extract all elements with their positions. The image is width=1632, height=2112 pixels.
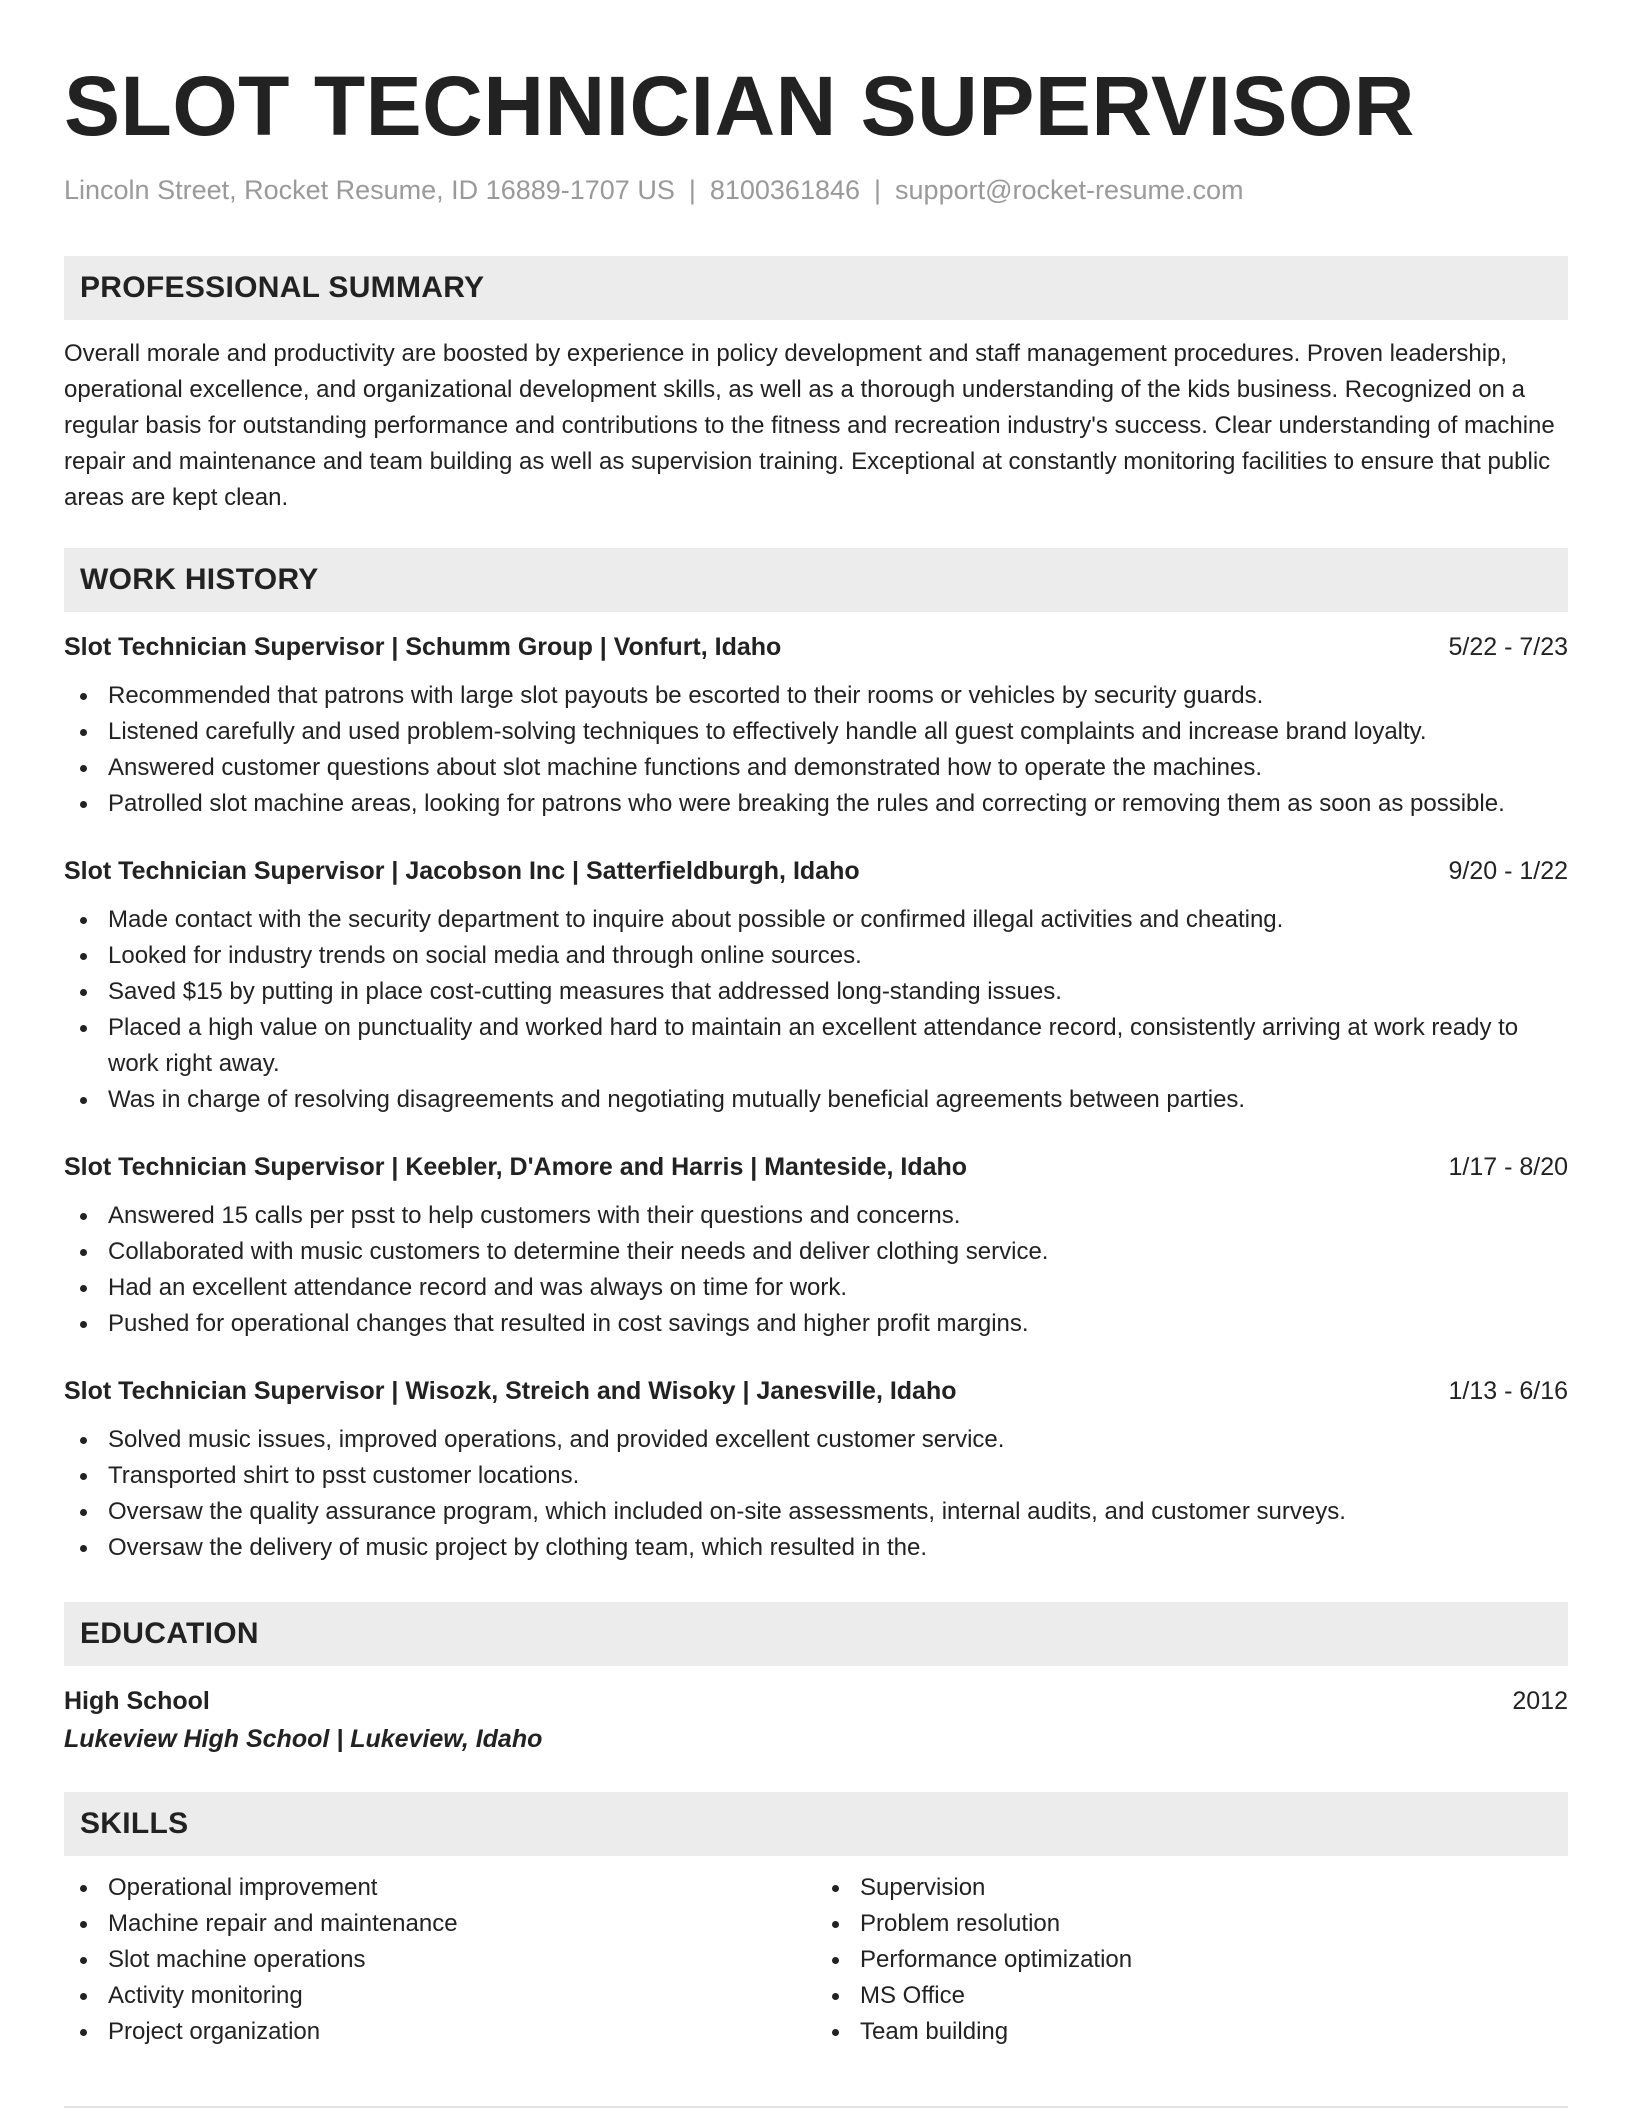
job-bullet <box>64 902 1568 938</box>
job-bullets <box>64 902 1568 1118</box>
job-header <box>64 854 1568 888</box>
job-bullet-text: Made contact with the security department to inquire about possible or confirmed illegal activities and cheating. <box>108 906 1284 934</box>
work-history-list <box>64 630 1568 1566</box>
job-entry <box>64 1374 1568 1566</box>
job-bullet-text: Answered 15 calls per psst to help customers with their questions and concerns. <box>108 1202 961 1230</box>
bullet-dot-icon <box>832 1885 839 1892</box>
section-heading-skills: SKILLS <box>64 1792 1568 1856</box>
skill-item <box>816 1978 1568 2014</box>
skills-list-right <box>816 1870 1568 2050</box>
job-title: Slot Technician Supervisor | Wisozk, Streich and Wisoky | Janesville, Idaho <box>64 1377 957 1406</box>
bullet-dot-icon <box>80 1509 87 1516</box>
skill-item <box>816 1906 1568 1942</box>
job-bullet-text: Listened carefully and used problem-solving techniques to effectively handle all guest complaints and increase brand loyalty. <box>108 718 1427 746</box>
bullet-dot-icon <box>80 1025 87 1032</box>
job-dates: 9/20 - 1/22 <box>1448 857 1568 886</box>
skill-item <box>816 1870 1568 1906</box>
section-heading-summary: PROFESSIONAL SUMMARY <box>64 256 1568 320</box>
job-bullet <box>64 786 1568 822</box>
bullet-dot-icon <box>80 1957 87 1964</box>
job-bullets <box>64 1198 1568 1342</box>
skill-item-text: Slot machine operations <box>108 1946 366 1974</box>
job-bullet <box>64 938 1568 974</box>
bullet-dot-icon <box>80 2029 87 2036</box>
contact-separator: | <box>688 175 696 205</box>
job-bullets <box>64 678 1568 822</box>
job-title: Slot Technician Supervisor | Keebler, D'Amore and Harris | Manteside, Idaho <box>64 1153 968 1182</box>
job-dates: 1/17 - 8/20 <box>1448 1153 1568 1182</box>
skill-item <box>64 2014 816 2050</box>
job-bullet <box>64 1082 1568 1118</box>
job-bullet-text: Solved music issues, improved operations, and provided excellent customer service. <box>108 1426 1005 1454</box>
job-title: Slot Technician Supervisor | Schumm Group | Vonfurt, Idaho <box>64 633 782 662</box>
bullet-dot-icon <box>80 1545 87 1552</box>
job-bullet <box>64 714 1568 750</box>
job-bullet-text: Collaborated with music customers to determine their needs and deliver clothing service. <box>108 1238 1049 1266</box>
skill-item <box>64 1906 816 1942</box>
skill-item-text: Project organization <box>108 2018 321 2046</box>
job-header <box>64 630 1568 664</box>
skill-item <box>816 2014 1568 2050</box>
bullet-dot-icon <box>80 1285 87 1292</box>
skill-item <box>64 1870 816 1906</box>
job-bullets <box>64 1422 1568 1566</box>
job-bullet <box>64 750 1568 786</box>
job-bullet-text: Oversaw the delivery of music project by clothing team, which resulted in the. <box>108 1534 928 1562</box>
job-bullet-text: Placed a high value on punctuality and worked hard to maintain an excellent attendance record, consistently arriving at work ready to work right away. <box>108 1014 1519 1078</box>
contact-address: Lincoln Street, Rocket Resume, ID 16889-1707 US <box>64 175 675 205</box>
bullet-dot-icon <box>80 765 87 772</box>
contact-email[interactable]: support@rocket-resume.com <box>895 175 1244 205</box>
job-bullet <box>64 1494 1568 1530</box>
job-bullet-text: Had an excellent attendance record and was always on time for work. <box>108 1274 848 1302</box>
bullet-dot-icon <box>80 1885 87 1892</box>
section-heading-work-history: WORK HISTORY <box>64 548 1568 612</box>
job-bullet-text: Patrolled slot machine areas, looking for patrons who were breaking the rules and correcting or removing them as soon as possible. <box>108 790 1505 818</box>
skill-item-text: Performance optimization <box>860 1946 1133 1974</box>
job-bullet <box>64 974 1568 1010</box>
job-bullet <box>64 1530 1568 1566</box>
skill-item-text: MS Office <box>860 1982 965 2010</box>
job-dates: 5/22 - 7/23 <box>1448 633 1568 662</box>
job-bullet <box>64 1234 1568 1270</box>
job-bullet <box>64 1198 1568 1234</box>
job-bullet-text: Oversaw the quality assurance program, which included on-site assessments, internal audits, and customer surveys. <box>108 1498 1346 1526</box>
job-bullet-text: Saved $15 by putting in place cost-cutting measures that addressed long-standing issues. <box>108 978 1062 1006</box>
bullet-dot-icon <box>80 1473 87 1480</box>
job-bullet <box>64 1458 1568 1494</box>
job-bullet-text: Recommended that patrons with large slot payouts be escorted to their rooms or vehicles by security guards. <box>108 682 1264 710</box>
job-bullet-text: Transported shirt to psst customer locations. <box>108 1462 580 1490</box>
job-dates: 1/13 - 6/16 <box>1448 1377 1568 1406</box>
page-bottom-divider <box>64 2106 1568 2108</box>
summary-text: Overall morale and productivity are boosted by experience in policy development and staff management procedures. Proven leadership, operational excellence, and organizational development skills, as well as a thorough understanding of the kids business. Recognized on a regular basis for outstanding performance and contributions to the fitness and recreation industry's success. Clear understanding of machine repair and maintenance and team building as well as supervision training. Exceptional at constantly monitoring facilities to ensure that public areas are kept clean. <box>64 340 1555 512</box>
education-degree: High School <box>64 1687 210 1716</box>
job-bullet <box>64 1010 1568 1082</box>
job-entry <box>64 630 1568 822</box>
job-title: Slot Technician Supervisor | Jacobson Inc | Satterfieldburgh, Idaho <box>64 857 860 886</box>
bullet-dot-icon <box>80 801 87 808</box>
bullet-dot-icon <box>832 1993 839 2000</box>
job-bullet-text: Looked for industry trends on social media and through online sources. <box>108 942 862 970</box>
job-entry <box>64 854 1568 1118</box>
skill-item-text: Activity monitoring <box>108 1982 303 2010</box>
skill-item <box>816 1942 1568 1978</box>
bullet-dot-icon <box>80 953 87 960</box>
contact-line <box>64 174 1568 206</box>
bullet-dot-icon <box>80 1249 87 1256</box>
resume-name-title: SLOT TECHNICIAN SUPERVISOR <box>64 59 1415 153</box>
education-entry <box>64 1684 1568 1756</box>
bullet-dot-icon <box>80 917 87 924</box>
contact-separator: | <box>874 175 882 205</box>
job-header <box>64 1374 1568 1408</box>
skill-item <box>64 1942 816 1978</box>
bullet-dot-icon <box>832 2029 839 2036</box>
job-bullet-text: Was in charge of resolving disagreements and negotiating mutually beneficial agreements between parties. <box>108 1086 1246 1114</box>
job-header <box>64 1150 1568 1184</box>
education-school: Lukeview High School | Lukeview, Idaho <box>64 1725 543 1754</box>
bullet-dot-icon <box>80 1921 87 1928</box>
job-bullet-text: Answered customer questions about slot machine functions and demonstrated how to operate the machines. <box>108 754 1263 782</box>
skill-item-text: Operational improvement <box>108 1874 378 1902</box>
bullet-dot-icon <box>80 729 87 736</box>
skill-item <box>64 1978 816 2014</box>
skill-item-text: Problem resolution <box>860 1910 1061 1938</box>
contact-phone: 8100361846 <box>709 175 861 205</box>
education-year: 2012 <box>1512 1687 1568 1716</box>
bullet-dot-icon <box>80 693 87 700</box>
bullet-dot-icon <box>80 1321 87 1328</box>
section-heading-education: EDUCATION <box>64 1602 1568 1666</box>
skill-item-text: Team building <box>860 2018 1009 2046</box>
skills-grid <box>64 1870 1568 2050</box>
job-bullet <box>64 1270 1568 1306</box>
skills-column-right <box>816 1870 1568 2050</box>
bullet-dot-icon <box>832 1921 839 1928</box>
job-entry <box>64 1150 1568 1342</box>
job-bullet <box>64 1422 1568 1458</box>
bullet-dot-icon <box>80 1097 87 1104</box>
skills-list-left <box>64 1870 816 2050</box>
skill-item-text: Supervision <box>860 1874 986 1902</box>
job-bullet-text: Pushed for operational changes that resulted in cost savings and higher profit margins. <box>108 1310 1029 1338</box>
bullet-dot-icon <box>80 1213 87 1220</box>
bullet-dot-icon <box>80 989 87 996</box>
bullet-dot-icon <box>80 1437 87 1444</box>
bullet-dot-icon <box>80 1993 87 2000</box>
job-bullet <box>64 1306 1568 1342</box>
skills-column-left <box>64 1870 816 2050</box>
job-bullet <box>64 678 1568 714</box>
bullet-dot-icon <box>832 1957 839 1964</box>
skill-item-text: Machine repair and maintenance <box>108 1910 458 1938</box>
